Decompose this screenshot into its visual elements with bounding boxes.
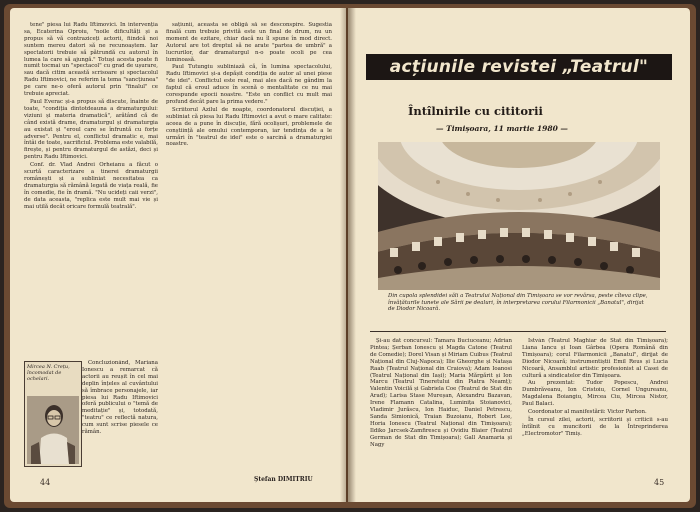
right-column-1 xyxy=(370,338,512,478)
paragraph: Au prezentat: Tudor Popescu, Andrei Dumbrăveanu, Ion Cristoiu, Cornel Ungureanu, Magdalena Boiangiu, Mircea Ciu, Mircea Nistor, Paul Balaci. xyxy=(522,380,668,408)
paragraph: În cursul zilei, actorii, scriitorii și criticii s-au întîlnit cu muncitorii de la Întreprinderea „Electromotor" Timiș. xyxy=(522,416,668,437)
paragraph: István (Teatrul Maghiar de Stat din Timișoara); Liana Iancu și Ioan Gârbea (Opera Română din Timișoara); corul Filarmonicii „Banatul", dirijat de Diodor Nicoară; instrumentiștii Emil Reus și Lucia Nicoară, Ansamblul artistic profesionist al Casei de cultură a sindicatelor din Timișoara. xyxy=(522,338,668,379)
book-gutter xyxy=(340,8,356,502)
paragraph: tene" piesa lui Radu Iftimovici. În intervenția sa, Ecaterina Oproiu, "noile dificultăți și a propus să vă contraziceți actorii, fiindcă noi suntem mereu datori să ne recunoaștem. Iar spectatorii trebuie să pătrundă cu autorul în lumea la care să ajungă." Totuși acesta poate fi numit tocmai un "spectacol" cu grad de ușurare, sau dacă citim această scrisoare și spectacolul Radu Iftimovici, ne referim la tema "sancțiunea" pe care ne-o oferă autorul prin "finalul" ce trebuie apreciat. xyxy=(24,22,158,98)
paragraph: Paul Everac și-a propus să discute, înainte de toate, "condiția dintotdeauna a dramaturgului: viziuni și materia dramatică", arătând că de când există drame, dramaturgul și dramaturgia au existat și "eroul care se înfruntă cu forțe adverse". Pentru el, conflictul dramatic e, mai întâi de toate, sacrificiul. Problema este valabilă, firește, și pentru dramaturgul de astăzi, deci și pentru Radu Iftimovici. xyxy=(24,98,158,161)
author-photo-image xyxy=(27,396,79,464)
left-page xyxy=(10,8,346,502)
author-photo-caption: Mircea N. Crețu, încomodat de ochelari. xyxy=(27,364,70,382)
page-number-right: 45 xyxy=(654,478,665,487)
paragraph: Conf. dr. Vlad Andrei Orheianu a făcut o scurtă caracterizare a tinerei dramaturgii românești și a subliniat necesitatea ca dramaturgia să rămână legată de viața reală, fie în comedie, fie în dramă. "Nu ucideți caii verzi", de data aceasta, "replica este mult mai vie și mai utilă decât oricare formulă teatrală". xyxy=(24,162,158,210)
paragraph: Scriitorul Azilul de noapte, coordonatorul discuției, a subliniat că piesa lui Radu Iftimovici a avut o mare calitate: aceea de a pune în discuție, fără ocolișuri, problemele de conștiință ale omului contemporan, iar tendința de a le urmări în "teatrul de idei" este o sarcină a dramaturgiei noastre. xyxy=(166,106,332,148)
left-column-1 xyxy=(24,22,158,358)
author-photo-frame xyxy=(24,361,82,467)
caption-divider xyxy=(370,331,666,332)
right-page xyxy=(348,8,690,502)
paragraph: Și-au dat concursul: Tamara Buciuceanu; Adrian Pintea; Șerban Ionescu și Magda Catone (Teatrul de Comedie); Dorel Visan și Miriam Cuibus (Teatrul Național din Cluj-Napoca); Ilie Gheorghe și Natașa Raab (Teatrul Național din Craiova); Adam Ioanosi (Teatrul Național din Iași); Maria Mărgărit și Ion Marcu (Teatrul Tineretului din Piatra Neamț); Valentin Voicilă și Gabriela Coe (Teatrul de Stat din Arad); Larisa Stase Mureșan, Alexandru Bazavan, Irene Flamann Catalina, Luminița Stoianovici, Vladimir Jurăscu, Ion Haiduc, Daniel Petrescu, Sanda Simionică, Traian Buzoianu, Robert Lee, Horia Ionescu (Teatrul Național din Timișoara); Ildiko Jarcsek-Zamfirescu și Ovidiu Blaier (Teatrul German de Stat din Timișoara); Gall Anamaria și Nagy xyxy=(370,338,512,448)
paragraph: Concluzionând, Mariana Ionescu a remarcat că actorii au reușit în cel mai deplin înțeles al cuvântului să îmbrace personajele, iar piesa lui Radu Iftimovici oferă publicului o "temă de meditație" și, totodată, "teatru" ce reflectă natura, cum sunt scrise piesele ce rămân. xyxy=(82,360,158,436)
section-banner xyxy=(366,54,672,80)
theatre-interior-photo xyxy=(378,142,660,290)
page-number-left: 44 xyxy=(40,478,51,487)
theatre-photo-caption: Din cupola splendidei săli a Teatrului Național din Timișoara se vor revărsa, peste cîteva clipe, învățăturile tunete ale Sării pe dealuri, în interpretarea corului Filarmonicii „Banatul", dirijat de Diodor Nicoară. xyxy=(388,293,648,313)
right-column-2 xyxy=(522,338,668,478)
left-column-1-lower xyxy=(82,360,158,470)
article-headline: Întîlnirile cu cititorii xyxy=(408,104,543,118)
article-subhead: — Timișoara, 11 martie 1980 — xyxy=(436,124,568,133)
paragraph: sațiunii, aceasta se obligă să se desconspire. Sugestia finală cum trebuie privită este un final de drum, nu un moment de ezitare, chiar dacă nu îl spune în mod direct. Autorul are tot dreptul să ne arate "partea de umbră" a lucrurilor, dar dramaturgul n-o poate ocoli pe cea luminoasă. xyxy=(166,22,332,63)
left-column-2 xyxy=(166,22,332,476)
paragraph: Coordonator al manifestării: Victor Parhon. xyxy=(528,409,647,416)
paragraph: Paul Tutungiu subliniază că, în lumina spectacolului, Radu Iftimovici și-a depășit condiția de autor al unei piese "de idei". Conflictul este real, mai ales dacă ne gândim la faptul că eroul aduce în scenă o mentalitate ce nu mai corespunde epocii noastre. "Este un conflict cu mult mai profund decât pare la prima vedere." xyxy=(166,64,332,105)
article-signature: Ștefan DIMITRIU xyxy=(254,476,313,483)
section-banner-title: acțiunile revistei „Teatrul" xyxy=(389,57,649,77)
